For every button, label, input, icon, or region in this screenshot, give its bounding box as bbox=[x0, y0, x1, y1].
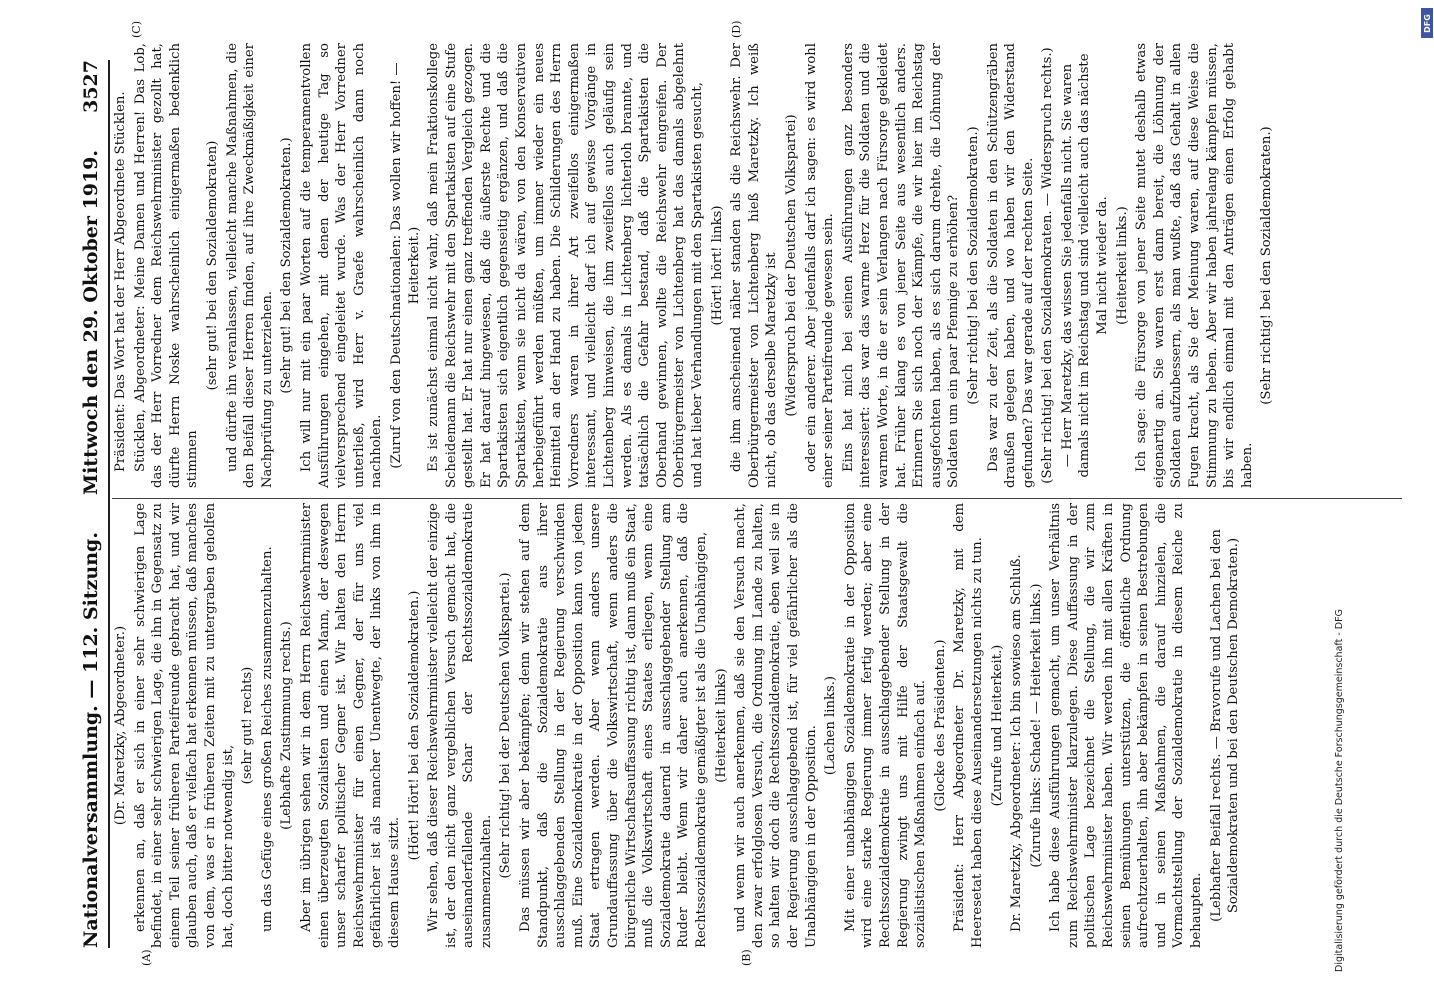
dfg-logo bbox=[1421, 8, 1433, 38]
col2-paragraph: Es ist zunächst einmal nicht wahr, daß mein Fraktionskollege Scheidemann die Reichswehr mit den Spartakisten auf eine Stufe gestellt hat. Er hat nur einen ganz treffenden Vergleich gezogen. Er hat darauf hingewiesen, daß die äußerste Rechte und die Spartakisten sich eigentlich gegenseitig ergänzen, und daß die Spartakisten, wenn sie nicht da wären, von den Konservativen herbeigeführt werden müßten, um immer wieder ein neues Heimittel an der Hand zu haben. Die Schilderungen des Herrn Vorredners waren in ihrer Art zweifellos einigermaßen interessant, und vielleicht darf ich auf gewisse Vorgänge in Lichtenberg hinweisen, die ihm zweifellos auch geläufig sein werden. Als es damals in Lichtenberg lichterloh brannte, und tatsächlich die Gefahr bestand, daß die Spartakisten die Oberhand gewinnen, wollte die Reichswehr eingreifen. Der Oberbürgermeister von Lichtenberg hat das damals abgelehnt und hat lieber Verhandlungen mit den Spartakisten gesucht, bbox=[426, 43, 705, 488]
col2-paragraph: (Widerspruch bei der Deutschen Volkspartei) bbox=[783, 114, 799, 417]
col1-paragraph: (Lebhafter Beifall rechts. — Bravorufe und Lachen bei den Sozialdemokraten und bei den Deutschen Demokraten.) bbox=[1208, 529, 1242, 922]
col2-paragraph: Ich will nur mit ein paar Worten auf die temperamentvollen Ausführungen eingehen, mit denen der heutige Tag so vielversprechend eingeleitet wurde. Was der Herr Vorredner unterließ, wird Herr v. Graefe wahrscheinlich dann noch nachholen. bbox=[298, 43, 385, 488]
col2-paragraph: und dürfte ihn veranlassen, vielleicht manche Maßnahmen, die den Beifall dieser Herren finden, auf ihre Zweckmäßigkeit einer Nachprüfung zu unterziehen. bbox=[224, 43, 275, 488]
page-number: 3527 bbox=[80, 60, 102, 113]
col1-paragraph: Dr. Maretzky, Abgeordneter: Ich bin sowieso am Schluß. bbox=[1009, 554, 1025, 932]
col2-paragraph: (sehr gut! bei den Sozialdemokraten) bbox=[204, 140, 220, 391]
col1-paragraph: (Lebhafte Zustimmung rechts.) bbox=[279, 621, 295, 830]
col1-paragraph: (Heiterkeit links) bbox=[713, 668, 729, 783]
col1-paragraph: Wir sehen, daß dieser Reichswehrminister vielleicht der einzige ist, der den nicht ganz vergeblichen Versuch gemacht hat, die auseinanderfallende Schar der Rechtssozialdemokratie zusammenzuhalten. bbox=[426, 503, 494, 948]
col1-paragraph: und wenn wir auch anerkennen, daß sie den Versuch macht, den zwar erfolglosen Versuch, die Ordnung im Lande zu halten, so halten wir doch die Rechtssozialdemokratie, eben weil sie in der Regierung ausschlaggebend ist, für viel gefährlicher als die Unabhängigen in der Opposition. bbox=[733, 503, 819, 948]
col1-paragraph: Ich habe diese Ausführungen gemacht, um unser Verhältnis zum Reichswehrminister klarzulegen. Diese Auffassung in der politischen Lage bezeichnet die Stellung, die wir zum Reichswehrminister haben. Wir werden ihn mit allen Kräften in seinen Bemühungen unterstützen, die öffentliche Ordnung aufrechtzuerhalten, ihn aber bekämpfen in seinen Bestrebungen und in seinen Maßnahmen, die darauf hinzielen, die Vormachtstellung der Sozialdemokratie in diesem Reiche zu behaupten. bbox=[1048, 503, 1205, 948]
col1-paragraph: (Sehr richtig! bei der Deutschen Volkspartei.) bbox=[498, 572, 514, 879]
column-right bbox=[112, 43, 1278, 488]
col1-paragraph: (Zurufe links: Schade! — Heiterkeit links.) bbox=[1028, 583, 1044, 868]
col2-paragraph: (Sehr gut! bei den Sozialdemokraten.) bbox=[279, 137, 295, 394]
col1-paragraph: (sehr gut! rechts) bbox=[240, 666, 256, 785]
col2-paragraph: oder ein anderer. Aber jedenfalls darf ich sagen: es wird wohl einer seiner Parteifreunde gewesen sein. bbox=[803, 43, 837, 488]
col2-paragraph: (Hört! hört! links) bbox=[709, 205, 725, 326]
col1-paragraph: Mit einer unabhängigen Sozialdemokratie in der Opposition wird eine starke Regierung immer fertig werden; aber eine Rechtssozialdemokratie in ausschlaggebender Stellung in der Regierung zwingt uns mit Hilfe der Staatsgewalt die sozialistischen Maßnahmen einfach auf. bbox=[842, 503, 929, 948]
margin-marker-d: (D) bbox=[730, 20, 743, 38]
col2-paragraph: (Sehr richtig! bei den Sozialdemokraten.) bbox=[1259, 126, 1275, 405]
col1-paragraph: (Dr. Maretzky, Abgeordneter.) bbox=[113, 625, 128, 826]
margin-marker-b: (B) bbox=[740, 949, 753, 966]
col1-paragraph: Aber im übrigen sehen wir in dem Herrn Reichswehrminister einen überzeugten Sozialisten und einen Mann, der deswegen unser scharfer politischer Gegner ist. Wir halten den Herrn Reichswehrminister für einen Gegner, der für uns viel gefährlicher ist als mancher Unentwegte, der links von ihm in diesem Hause sitzt. bbox=[298, 503, 402, 948]
dfg-logo-text: DFG bbox=[1422, 13, 1432, 33]
header-date: Mittwoch den 29. Oktober 1919. bbox=[80, 149, 102, 495]
column-left bbox=[112, 503, 1245, 948]
col1-paragraph: um das Gefüge eines großen Reiches zusammenzuhalten. bbox=[259, 546, 275, 932]
col2-paragraph: die ihm anscheinend näher standen als die Reichswehr. Der Oberbürgermeister von Lichtenberg hieß Maretzky. Ich weiß nicht, ob das derselbe Maretzky ist bbox=[729, 43, 780, 488]
col1-paragraph: (Glocke des Präsidenten.) bbox=[932, 639, 948, 812]
column-divider bbox=[112, 498, 1402, 499]
col2-paragraph: Das war zu der Zeit, als die Soldaten in den Schützengräben draußen gelegen haben, und wo haben wir den Widerstand gefunden? Das war gerade auf der rechten Seite. bbox=[985, 43, 1036, 488]
margin-marker-a: (A) bbox=[140, 949, 153, 966]
digitization-credit bbox=[1320, 12, 1345, 988]
col1-paragraph: Präsident: Herr Abgeordneter Dr. Maretzky, mit dem Heeresetat haben diese Auseinandersetzungen nichts zu tun. bbox=[952, 503, 985, 948]
col1-paragraph: Das müssen wir aber bekämpfen; denn wir stehen auf dem Standpunkt, daß die Sozialdemokratie aus ihrer ausschlaggebenden Stellung in der Regierung verschwinden muß. Eine Sozialdemokratie in der Opposition kann von jedem Staat ertragen werden. Aber wenn anders unsere Grundauffassung über die Volkswirtschaft, wenn anders die bürgerliche Wirtschaftsauffassung richtig ist, dann muß ein Staat, muß die Volkswirtschaft eines Staates erliegen, wenn eine Sozialdemokratie dauernd in ausschlaggebender Stellung am Ruder bleibt. Wenn wir daher auch anerkennen, daß die Rechtssozialdemokratie gemäßigter ist als die Unabhängigen, bbox=[518, 503, 709, 948]
col2-paragraph: Präsident: Das Wort hat der Herr Abgeordnete Stücklen. bbox=[113, 91, 128, 472]
col2-paragraph: (Sehr richtig! bei den Sozialdemokraten. — Widerspruch rechts.) bbox=[1040, 47, 1056, 484]
col2-paragraph: Eins hat mich bei seinen Ausführungen ganz besonders interessiert: das war das warme Herz für die Soldaten und die warmen Worte, in die er sein Verlangen nach Fürsorge gekleidet hat. Früher klang es von jener Seite aus wesentlich anders. Erinnern Sie sich noch der Kämpfe, die wir hier im Reichstag ausgefochten haben, als es sich darum drehte, die Löhnung der Soldaten um ein paar Pfennige zu erhöhen? bbox=[840, 43, 962, 488]
page-header bbox=[30, 60, 110, 948]
col2-paragraph: Stücklen, Abgeordneter: Meine Damen und Herren! Das Lob, das der Herr Vorredner dem Reichswehrminister gezollt hat, dürfte Herrn Noske wahrscheinlich einigermaßen bedenklich stimmen bbox=[132, 43, 201, 488]
col1-paragraph: (Lachen links.) bbox=[823, 675, 839, 776]
credit-text: Digitalisierung gefördert durch die Deutsche Forschungsgemeinschaft - DFG bbox=[1334, 609, 1345, 972]
col2-paragraph: Ich sage: die Fürsorge von jener Seite mutet deshalb etwas eigenartig an. Sie waren erst dann bereit, die Löhnung der Soldaten aufzubessern, als man wußte, daß das Gehalt in allen Fugen kracht, als Sie der Meinung waren, auf diese Weise die Stimmung zu heben. Aber wir haben jahrelang kämpfen müssen, bis wir endlich einmal mit den Anträgen einen Erfolg gehabt haben. bbox=[1134, 43, 1255, 488]
col2-paragraph: — Herr Maretzky, das wissen Sie jedenfalls nicht. Sie waren damals nicht im Reichstag und sind vielleicht auch das nächste Mal nicht wieder da. bbox=[1059, 53, 1111, 478]
header-left: Nationalversammlung. — 112. Sitzung. bbox=[80, 532, 102, 948]
col2-paragraph: (Sehr richtig! bei den Sozialdemokraten.) bbox=[965, 126, 981, 405]
margin-marker-c: (C) bbox=[130, 21, 143, 38]
col2-paragraph: (Zuruf von den Deutschnationalen: Das wollen wir hoffen! — Heiterkeit.) bbox=[388, 62, 422, 469]
col1-paragraph: (Zurufe und Heiterkeit.) bbox=[989, 644, 1005, 807]
col1-paragraph: (Hört! Hört! bei den Sozialdemokraten.) bbox=[406, 590, 422, 861]
col1-paragraph: erkennen an, daß er sich in einer sehr schwierigen Lage befindet, in einer sehr schwierigen Lage, die ihn in Gegensatz zu einem Teil seiner früheren Parteifreunde gebracht hat, und wir glauben auch, daß er vielfach hat erkennen müssen, daß manches von dem, was er in früheren Zeiten mit zu untergraben geholfen hat, doch bitter notwendig ist, bbox=[132, 503, 236, 948]
col2-paragraph: (Heiterkeit links.) bbox=[1114, 206, 1130, 325]
